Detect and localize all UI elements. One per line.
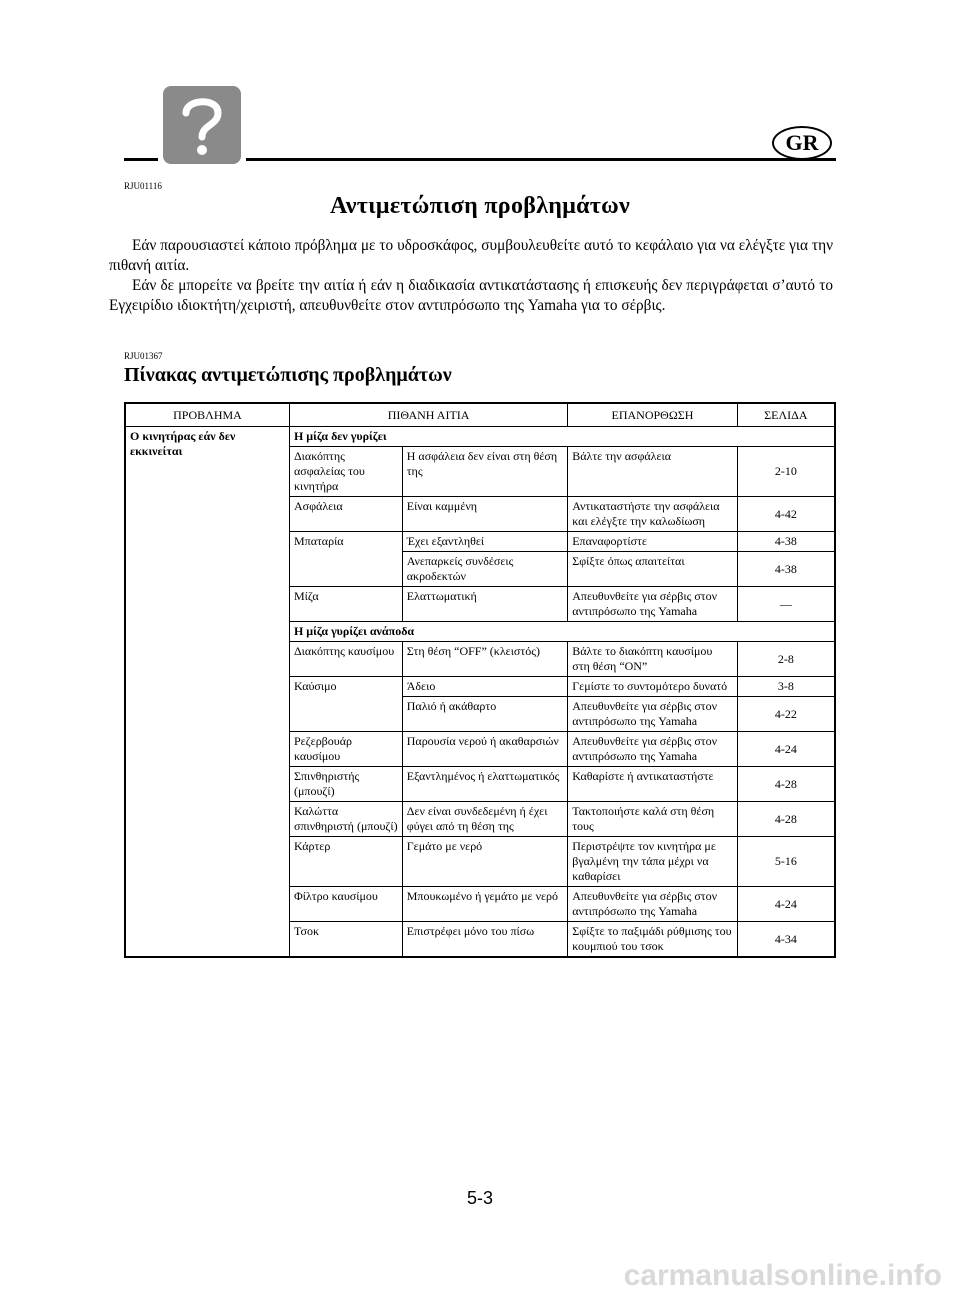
cause-detail: Άδειο xyxy=(402,677,567,697)
section-code: RJU01116 xyxy=(124,181,162,191)
header-problem: ΠΡΟΒΛΗΜΑ xyxy=(125,403,289,427)
remedy: Τακτοποιήστε καλά στη θέση τους xyxy=(568,802,738,837)
page-ref: — xyxy=(737,587,835,622)
remedy: Γεμίστε το συντομότερο δυνατό xyxy=(568,677,738,697)
cause-item: Τσοκ xyxy=(289,922,402,958)
para1-text: Εάν παρουσιαστεί κάποιο πρόβλημα με το υδροσκάφος, συμβουλευθείτε αυτό το κεφάλαιο για να ελέγξτε για την πιθανή αιτία. xyxy=(109,237,833,274)
cause-detail: Στη θέση “OFF” (κλειστός) xyxy=(402,642,567,677)
page-ref: 5-16 xyxy=(737,837,835,887)
table-row xyxy=(125,427,835,447)
page-ref: 4-42 xyxy=(737,497,835,532)
cause-item: Μίζα xyxy=(289,587,402,622)
cause-detail: Γεμάτο με νερό xyxy=(402,837,567,887)
section-heading: Πίνακας αντιμετώπισης προβλημάτων xyxy=(124,364,452,386)
cause-detail: Ανεπαρκείς συνδέσεις ακροδεκτών xyxy=(402,552,567,587)
cause-item: Καλώττα σπινθηριστή (μπουζί) xyxy=(289,802,402,837)
cause-detail: Είναι καμμένη xyxy=(402,497,567,532)
intro-paragraph-1 xyxy=(109,236,833,276)
remedy: Αντικαταστήστε την ασφάλεια και ελέγξτε την καλωδίωση xyxy=(568,497,738,532)
cause-detail: Επιστρέφει μόνο του πίσω xyxy=(402,922,567,958)
para2-text: Εάν δε μπορείτε να βρείτε την αιτία ή εάν η διαδικασία αντικατάστασης ή επισκευής δεν περιγράφεται σ’αυτό το Εγχειρίδιο ιδιοκτήτη/χειριστή, απευθυνθείτε στον αντιπρόσωπο της Yamaha για το σέρβις. xyxy=(109,277,833,314)
intro-paragraph-2 xyxy=(109,276,833,316)
page-ref: 2-10 xyxy=(737,447,835,497)
cause-item: Φίλτρο καυσίμου xyxy=(289,887,402,922)
cause-detail: Μπουκωμένο ή γεμάτο με νερό xyxy=(402,887,567,922)
language-badge: GR xyxy=(772,126,832,160)
header-cause: ΠΙΘΑΝΗ ΑΙΤΙΑ xyxy=(289,403,567,427)
cause-item: Διακόπτης ασφαλείας του κινητήρα xyxy=(289,447,402,497)
remedy: Επαναφορτίστε xyxy=(568,532,738,552)
page-number: 5-3 xyxy=(466,1188,493,1208)
remedy: Απευθυνθείτε για σέρβις στον αντιπρόσωπο της Yamaha xyxy=(568,887,738,922)
cause-item: Ρεζερβουάρ καυσίμου xyxy=(289,732,402,767)
page-ref: 2-8 xyxy=(737,642,835,677)
troubleshooting-table xyxy=(124,402,836,958)
remedy: Σφίξτε όπως απαιτείται xyxy=(568,552,738,587)
remedy: Βάλτε την ασφάλεια xyxy=(568,447,738,497)
page-ref: 4-28 xyxy=(737,767,835,802)
remedy: Καθαρίστε ή αντικαταστήστε xyxy=(568,767,738,802)
cause-detail: Παλιό ή ακάθαρτο xyxy=(402,697,567,732)
remedy: Απευθυνθείτε για σέρβις στον αντιπρόσωπο της Yamaha xyxy=(568,732,738,767)
page-ref: 4-22 xyxy=(737,697,835,732)
cause-detail: Εξαντλημένος ή ελαττωματικός xyxy=(402,767,567,802)
question-mark-icon xyxy=(163,86,241,164)
subsection-code: RJU01367 xyxy=(124,351,163,361)
page-ref: 4-38 xyxy=(737,532,835,552)
cause-detail: Ελαττωματική xyxy=(402,587,567,622)
cause-item: Μπαταρία xyxy=(289,532,402,587)
header-page: ΣΕΛΙΔΑ xyxy=(737,403,835,427)
remedy: Σφίξτε το παξιμάδι ρύθμισης του κουμπιού του τσοκ xyxy=(568,922,738,958)
header-rule-left xyxy=(124,158,158,161)
remedy: Περιστρέψτε τον κινητήρα με βγαλμένη την τάπα μέχρι να καθαρίσει xyxy=(568,837,738,887)
page-ref: 3-8 xyxy=(737,677,835,697)
page-ref: 4-28 xyxy=(737,802,835,837)
cause-detail: Παρουσία νερού ή ακαθαρσιών xyxy=(402,732,567,767)
watermark: carmanualsonline.info xyxy=(623,1259,942,1292)
cause-detail: Έχει εξαντληθεί xyxy=(402,532,567,552)
cause-item: Καύσιμο xyxy=(289,677,402,732)
section-row-2: Η μίζα γυρίζει ανάποδα xyxy=(289,622,835,642)
section-row-1: Η μίζα δεν γυρίζει xyxy=(289,427,835,447)
page-ref: 4-38 xyxy=(737,552,835,587)
page-ref: 4-24 xyxy=(737,732,835,767)
page-ref: 4-24 xyxy=(737,887,835,922)
cause-item: Σπινθηριστής (μπουζί) xyxy=(289,767,402,802)
header-rule-right xyxy=(246,158,836,161)
remedy: Απευθυνθείτε για σέρβις στον αντιπρόσωπο της Yamaha xyxy=(568,697,738,732)
table-header-row xyxy=(125,403,835,427)
remedy: Βάλτε το διακόπτη καυσίμου στη θέση “ON” xyxy=(568,642,738,677)
remedy: Απευθυνθείτε για σέρβις στον αντιπρόσωπο της Yamaha xyxy=(568,587,738,622)
cause-item: Διακόπτης καυσίμου xyxy=(289,642,402,677)
page-title: Αντιμετώπιση προβλημάτων xyxy=(329,193,631,219)
page-ref: 4-34 xyxy=(737,922,835,958)
cause-detail: Δεν είναι συνδεδεμένη ή έχει φύγει από τη θέση της xyxy=(402,802,567,837)
cause-detail: Η ασφάλεια δεν είναι στη θέση της xyxy=(402,447,567,497)
header-remedy: ΕΠΑΝΟΡΘΩΣΗ xyxy=(568,403,738,427)
cause-item: Ασφάλεια xyxy=(289,497,402,532)
cause-item: Κάρτερ xyxy=(289,837,402,887)
problem-cell: Ο κινητήρας εάν δεν εκκινείται xyxy=(125,427,289,958)
